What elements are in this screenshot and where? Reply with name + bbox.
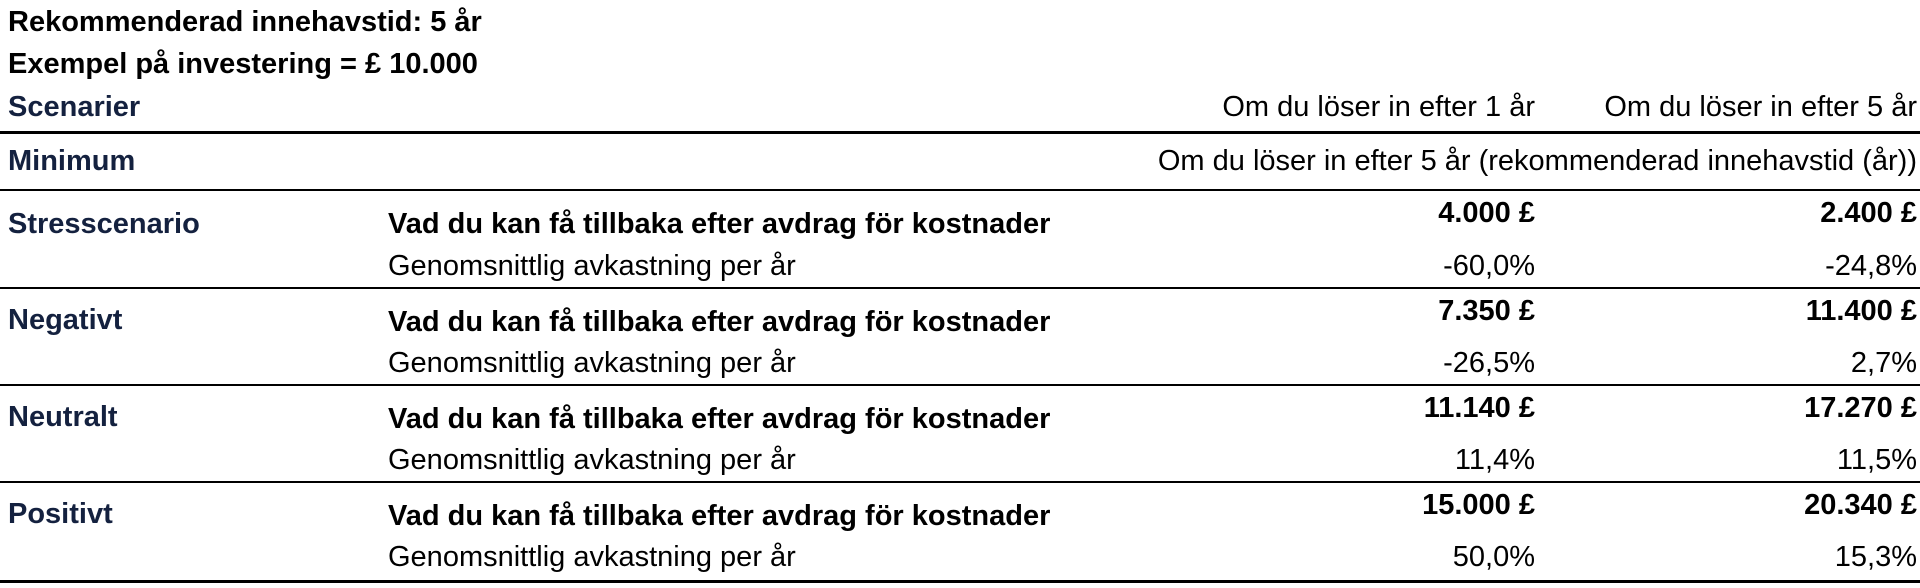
return-label: Vad du kan få tillbaka efter avdrag för kostnader [388,208,1051,240]
scenario-neutral-label: Neutralt [8,401,118,433]
avg-return-label: Genomsnittlig avkastning per år [388,250,796,282]
avg-return-label: Genomsnittlig avkastning per år [388,541,796,573]
return-label: Vad du kan få tillbaka efter avdrag för kostnader [388,500,1051,532]
pct-1y: -26,5% [1443,347,1535,379]
pct-5y: -24,8% [1825,250,1917,282]
value-1y: 15.000 £ [1422,489,1535,521]
scenario-stress-label: Stresscenario [8,208,200,240]
col-header-1-year: Om du löser in efter 1 år [1222,91,1535,123]
value-5y: 17.270 £ [1804,392,1917,424]
investment-example-text: Exempel på investering = £ 10.000 [8,48,478,80]
header-rule [0,131,1920,134]
minimum-text: Om du löser in efter 5 år (rekommenderad innehavstid (år)) [1157,145,1917,177]
pct-1y: 11,4% [1454,444,1535,476]
return-label: Vad du kan få tillbaka efter avdrag för kostnader [388,306,1051,338]
pct-5y: 15,3% [1834,541,1917,573]
col-header-5-years: Om du löser in efter 5 år [1604,91,1917,123]
pct-5y: 11,5% [1836,444,1917,476]
scenarios-heading: Scenarier [8,91,141,123]
value-1y: 7.350 £ [1438,295,1535,327]
value-1y: 4.000 £ [1438,197,1535,229]
pct-1y: 50,0% [1452,541,1535,573]
scenario-negative-label: Negativt [8,304,123,336]
row-rule [0,287,1920,289]
minimum-label: Minimum [8,145,136,177]
value-5y: 20.340 £ [1804,489,1917,521]
avg-return-label: Genomsnittlig avkastning per år [388,444,796,476]
scenario-positive-label: Positivt [8,498,113,530]
minimum-rule [0,189,1920,191]
pct-5y: 2,7% [1850,347,1917,379]
value-5y: 11.400 £ [1805,295,1917,327]
value-1y: 11.140 £ [1423,392,1535,424]
pct-1y: -60,0% [1443,250,1535,282]
table-bottom-rule [0,580,1920,583]
return-label: Vad du kan få tillbaka efter avdrag för kostnader [388,403,1051,435]
value-5y: 2.400 £ [1820,197,1917,229]
row-rule [0,481,1920,483]
holding-period-text: Rekommenderad innehavstid: 5 år [8,6,482,38]
row-rule [0,384,1920,386]
avg-return-label: Genomsnittlig avkastning per år [388,347,796,379]
